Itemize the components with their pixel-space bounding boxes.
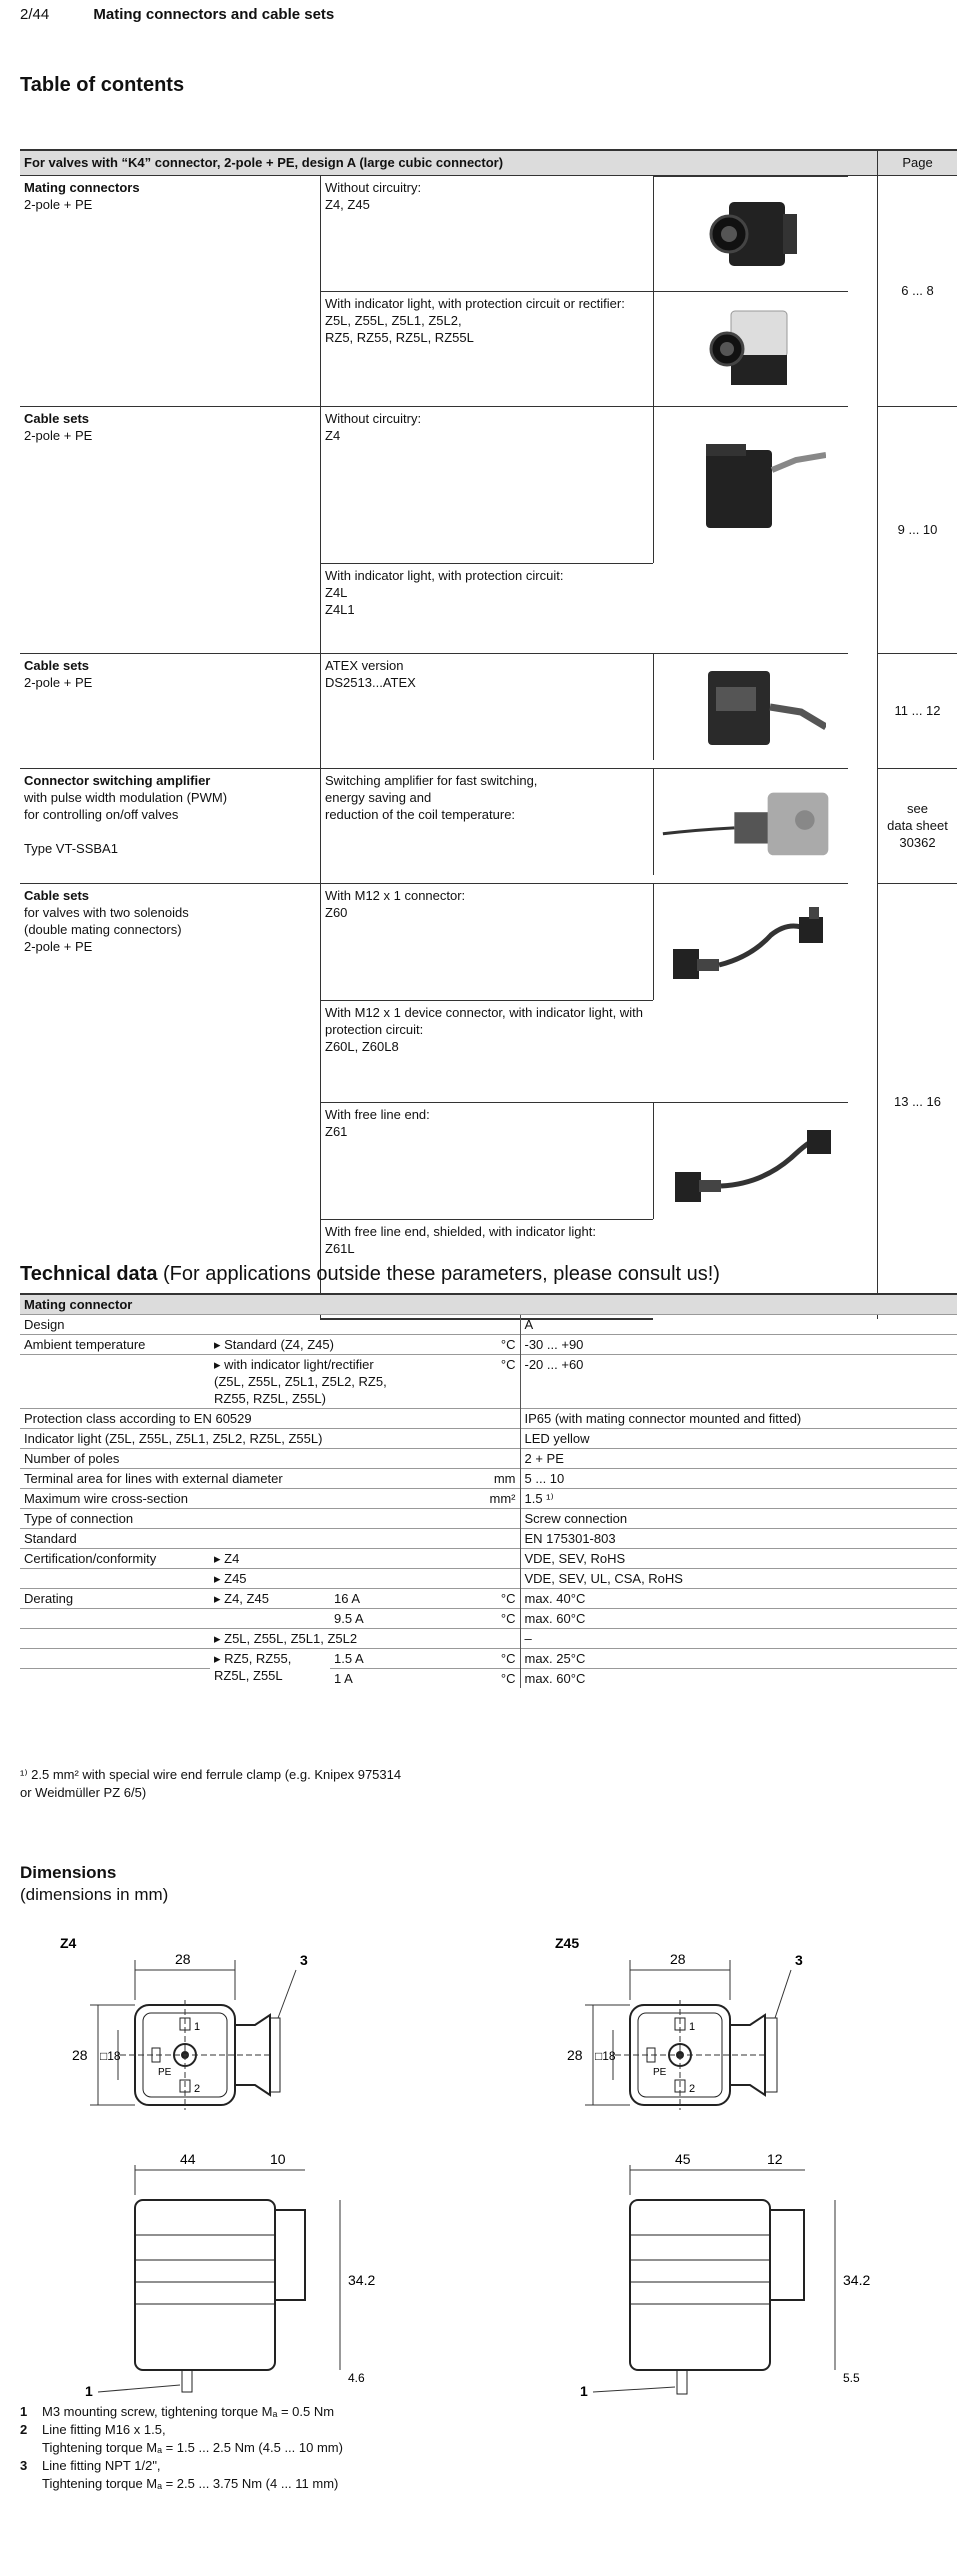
table-row: Maximum wire cross-section mm² 1.5 ¹⁾: [20, 1489, 957, 1509]
svg-text:34.2: 34.2: [348, 2272, 376, 2288]
svg-text:28: 28: [567, 2047, 583, 2063]
toc-group: Cable sets 2-pole + PE: [20, 653, 321, 768]
toc-page-header: Page: [878, 150, 958, 176]
double-cable-image: [653, 883, 848, 1000]
footnote: ¹⁾ 2.5 mm² with special wire end ferrule clamp (e.g. Knipex 975314 or Weidmüller PZ 6/5): [20, 1767, 402, 1800]
toc-item: With free line end: Z61: [321, 1102, 654, 1219]
table-row: ▸ with indicator light/rectifier (Z5L, Z55L, Z5L1, Z5L2, RZ5, RZ55, RZ5L, Z55L) °C -20 ... +60: [20, 1355, 957, 1409]
double-cable-free-end-image: [653, 1102, 848, 1219]
svg-text:3: 3: [300, 1952, 308, 1968]
toc-item: With free line end, shielded, with indicator light: Z61L: [321, 1219, 654, 1319]
amplifier-image: [653, 768, 848, 875]
svg-text:4.6: 4.6: [348, 2371, 365, 2385]
toc-item: Without circuitry: Z4: [321, 406, 654, 563]
table-row: ▸ Z45 VDE, SEV, UL, CSA, RoHS: [20, 1569, 957, 1589]
table-row: 9.5 A °C max. 60°C: [20, 1609, 957, 1629]
svg-text:Z45: Z45: [555, 1935, 580, 1951]
svg-text:44: 44: [180, 2151, 196, 2167]
dimension-legend: [20, 2403, 343, 2493]
page-header-title: Mating connectors and cable sets: [93, 6, 335, 23]
toc-page: 6 ... 8: [878, 176, 958, 407]
svg-text:PE: PE: [653, 2067, 667, 2078]
legend-item: 2 Line fitting M16 x 1.5, Tightening torque Mₐ = 1.5 ... 2.5 Nm (4.5 ... 10 mm): [20, 2422, 343, 2455]
svg-text:34.2: 34.2: [843, 2272, 871, 2288]
tech-title: Technical data (For applications outside these parameters, please consult us!): [20, 1263, 720, 1285]
table-row: Number of poles 2 + PE: [20, 1449, 957, 1469]
svg-text:3: 3: [795, 1952, 803, 1968]
svg-text:28: 28: [72, 2047, 88, 2063]
toc-page: 9 ... 10: [878, 406, 958, 653]
svg-text:28: 28: [175, 1951, 191, 1967]
dimension-drawing-z45: [535, 1930, 935, 2400]
cable-set-image: [653, 406, 848, 563]
toc-item: Without circuitry: Z4, Z45: [321, 176, 654, 292]
toc-group: Cable sets for valves with two solenoids (double mating connectors) 2-pole + PE: [20, 883, 321, 1319]
toc-item: Switching amplifier for fast switching, energy saving and reduction of the coil temperature:: [321, 768, 654, 883]
toc-page: 13 ... 16: [878, 883, 958, 1319]
svg-text:1: 1: [689, 2021, 696, 2033]
toc-page: 11 ... 12: [878, 653, 958, 768]
svg-text:5.5: 5.5: [843, 2371, 860, 2385]
svg-text:□18: □18: [100, 2049, 121, 2063]
table-row: Protection class according to EN 60529 IP65 (with mating connector mounted and fitted): [20, 1409, 957, 1429]
toc-item: With M12 x 1 connector: Z60: [321, 883, 654, 1000]
toc-title: Table of contents: [20, 74, 185, 96]
table-row: ▸ Z5L, Z55L, Z5L1, Z5L2 –: [20, 1629, 957, 1649]
table-row: Terminal area for lines with external diameter mm 5 ... 10: [20, 1469, 957, 1489]
table-row: 1 A °C max. 60°C: [20, 1669, 957, 1689]
svg-text:2: 2: [194, 2083, 201, 2095]
toc-page: see data sheet 30362: [878, 768, 958, 883]
table-row: Ambient temperature ▸ Standard (Z4, Z45) °C -30 ... +90: [20, 1335, 957, 1355]
atex-cable-image: [653, 653, 848, 760]
table-row: Design A: [20, 1315, 957, 1335]
svg-text:10: 10: [270, 2151, 286, 2167]
svg-text:PE: PE: [158, 2067, 172, 2078]
table-row: Type of connection Screw connection: [20, 1509, 957, 1529]
tech-table: [20, 1293, 957, 1688]
dimensions-heading: Dimensions (dimensions in mm): [20, 1863, 169, 1904]
table-row: ▸ RZ5, RZ55, RZ5L, Z55L 1.5 A °C max. 25°C: [20, 1649, 957, 1669]
table-row: Standard EN 175301-803: [20, 1529, 957, 1549]
svg-text:□18: □18: [595, 2049, 616, 2063]
svg-text:2: 2: [689, 2083, 696, 2095]
toc-header: For valves with “K4” connector, 2-pole + PE, design A (large cubic connector): [20, 150, 878, 176]
toc-group: Connector switching amplifier with pulse width modulation (PWM) for controlling on/off valves Type VT-SSBA1: [20, 768, 321, 883]
svg-text:1: 1: [85, 2383, 93, 2399]
svg-text:12: 12: [767, 2151, 783, 2167]
legend-item: 1 M3 mounting screw, tightening torque Mₐ = 0.5 Nm: [20, 2404, 335, 2419]
legend-item: 3 Line fitting NPT 1/2", Tightening torque Mₐ = 2.5 ... 3.75 Nm (4 ... 11 mm): [20, 2458, 339, 2491]
toc-item: With M12 x 1 device connector, with indicator light, with protection circuit: Z60L, Z60L8: [321, 1000, 654, 1102]
toc-group: Mating connectors 2-pole + PE: [20, 176, 321, 407]
svg-text:Z4: Z4: [60, 1935, 77, 1951]
connector-light-image: [653, 291, 848, 406]
svg-text:1: 1: [194, 2021, 201, 2033]
toc-item: ATEX version DS2513...ATEX: [321, 653, 654, 768]
dimension-drawing-z4: [40, 1930, 440, 2400]
table-row: Indicator light (Z5L, Z55L, Z5L1, Z5L2, RZ5L, Z55L) LED yellow: [20, 1429, 957, 1449]
svg-text:1: 1: [580, 2383, 588, 2399]
toc-group: Cable sets 2-pole + PE: [20, 406, 321, 653]
table-row: Certification/conformity ▸ Z4 VDE, SEV, RoHS: [20, 1549, 957, 1569]
connector-image: [653, 176, 848, 291]
toc-item: With indicator light, with protection circuit or rectifier: Z5L, Z55L, Z5L1, Z5L2, RZ5, RZ55, RZ5L, RZ55L: [321, 291, 654, 406]
svg-text:28: 28: [670, 1951, 686, 1967]
tech-header: Mating connector: [20, 1294, 957, 1315]
toc-table: [20, 149, 957, 1320]
toc-item: With indicator light, with protection circuit: Z4L Z4L1: [321, 563, 654, 653]
page-header: [20, 6, 334, 23]
page-number: 2/44: [20, 6, 50, 23]
table-row: Derating ▸ Z4, Z45 16 A °C max. 40°C: [20, 1589, 957, 1609]
svg-text:45: 45: [675, 2151, 691, 2167]
